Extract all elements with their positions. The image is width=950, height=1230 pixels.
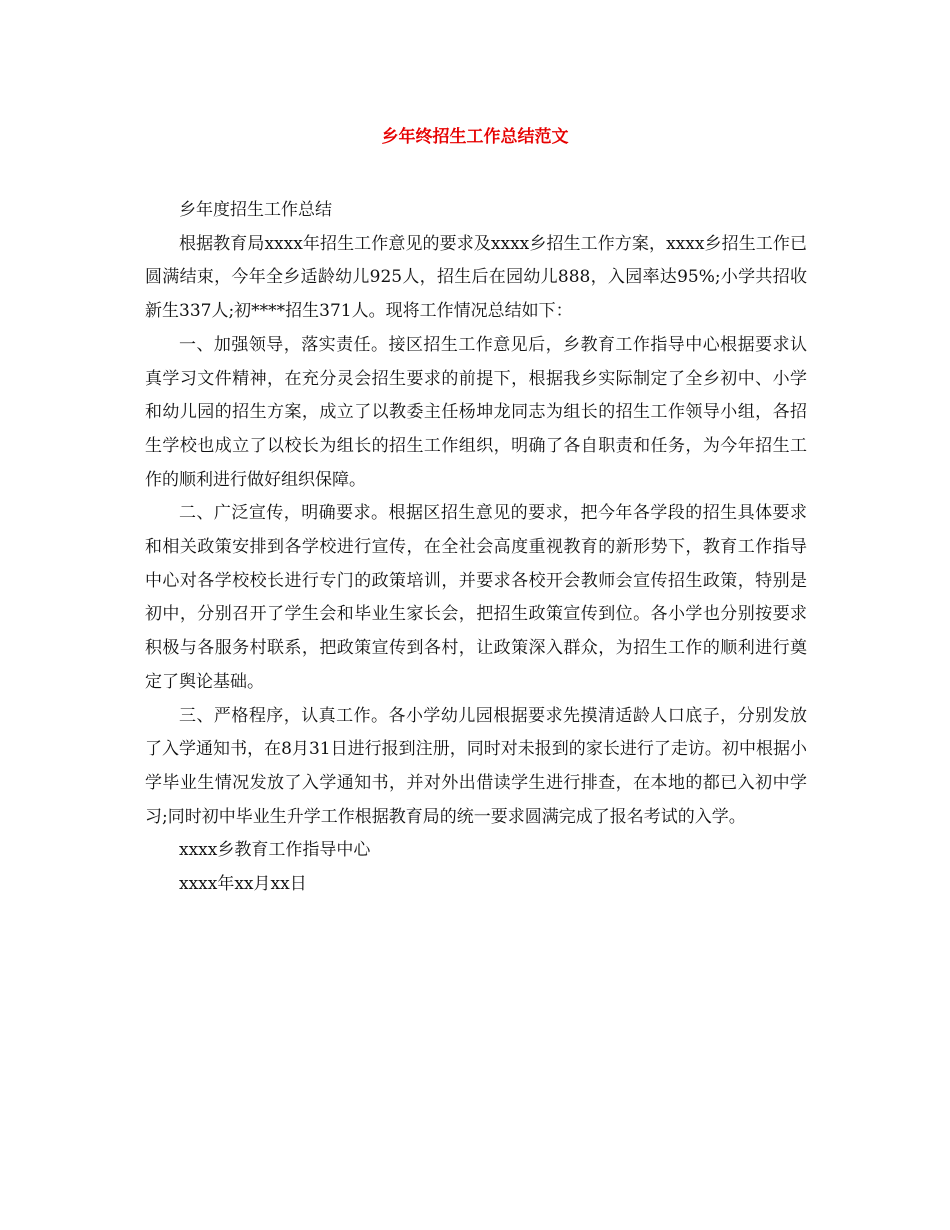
body-paragraph-subtitle: 乡年度招生工作总结 [179, 200, 332, 220]
signature-organization: xxxx乡教育工作指导中心 [179, 840, 371, 861]
body-paragraph-publicity: 二、广泛宣传，明确要求。根据区招生意见的要求，把今年各学段的招生具体要求和相关政策安排到各学校进行宣传，在全社会高度重视教育的新形势下，教育工作指导中心对各学校校长进行专门的政策培训，并要求各校开会教师会宣传招生政策，特别是初中，分别召开了学生会和毕业生家长会，把招生政策宣传到位。各小学也分别按要求积极与各服务村联系，把政策宣传到各村，让政策深入群众，为招生工作的顺利进行奠定了舆论基础。 [145, 503, 807, 692]
body-paragraph-intro: 根据教育局xxxx年招生工作意见的要求及xxxx乡招生工作方案，xxxx乡招生工作已圆满结束，今年全乡适龄幼儿925人，招生后在园幼儿888，入园率达95%;小学共招收新生337人;初****招生371人。现将工作情况总结如下： [145, 233, 807, 322]
document-body [145, 194, 807, 902]
document-title: 乡年终招生工作总结范文 [381, 127, 569, 147]
body-paragraph-procedure: 三、严格程序，认真工作。各小学幼儿园根据要求先摸清适龄人口底子，分别发放了入学通知书，在8月31日进行报到注册，同时对未报到的家长进行了走访。初中根据小学毕业生情况发放了入学通知书，并对外出借读学生进行排查，在本地的都已入初中学习;同时初中毕业生升学工作根据教育局的统一要求圆满完成了报名考试的入学。 [145, 705, 807, 827]
body-paragraph-leadership: 一、加强领导，落实责任。接区招生工作意见后，乡教育工作指导中心根据要求认真学习文件精神，在充分灵会招生要求的前提下，根据我乡实际制定了全乡初中、小学和幼儿园的招生方案，成立了以教委主任杨坤龙同志为组长的招生工作领导小组，各招生学校也成立了以校长为组长的招生工作组织，明确了各自职责和任务，为今年招生工作的顺利进行做好组织保障。 [145, 334, 807, 490]
signature-date: xxxx年xx月xx日 [179, 874, 307, 895]
